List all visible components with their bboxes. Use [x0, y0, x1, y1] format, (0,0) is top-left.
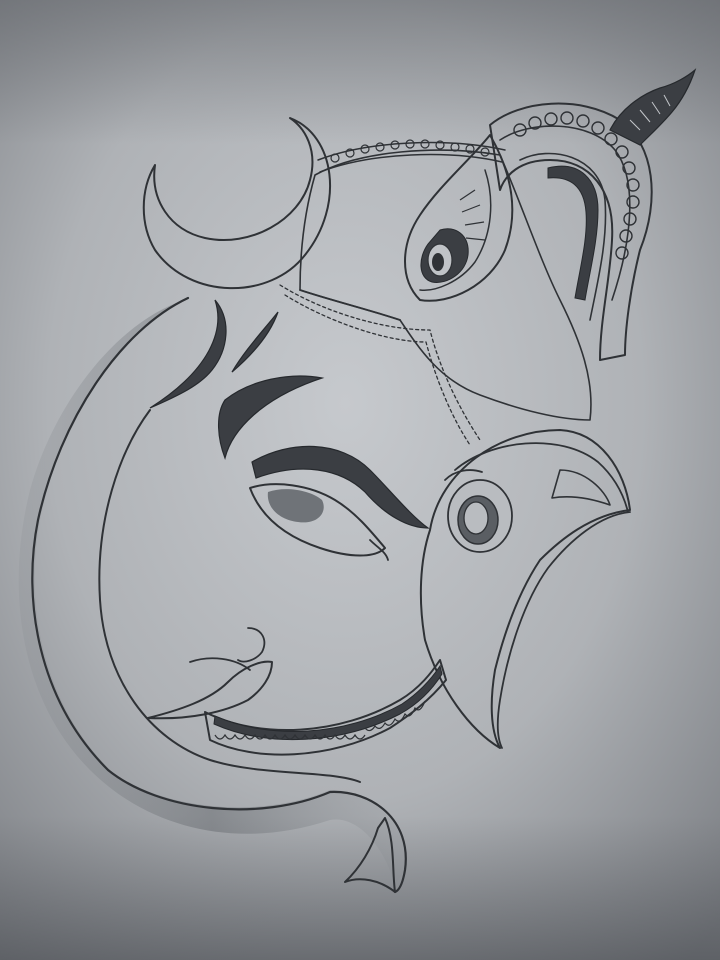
eye — [250, 446, 428, 560]
forehead-tilak — [150, 300, 322, 458]
crescent-moon — [144, 118, 330, 288]
tusk — [148, 628, 272, 718]
head-and-trunk — [19, 290, 406, 892]
crown — [490, 70, 695, 360]
head-ornament — [280, 140, 591, 445]
ear-outline — [498, 512, 630, 748]
ear — [421, 430, 630, 748]
necklace-band — [205, 660, 446, 755]
